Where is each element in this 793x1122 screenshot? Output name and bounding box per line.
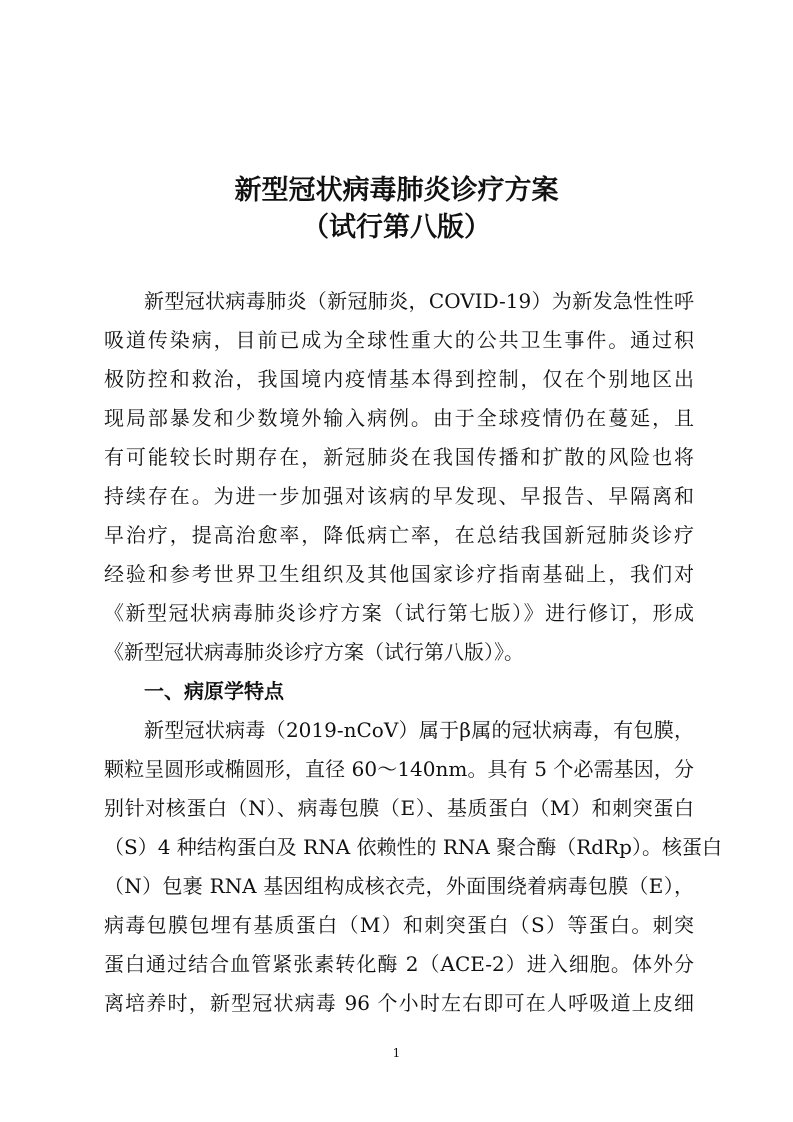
document-title: 新型冠状病毒肺炎诊疗方案 — [234, 175, 559, 206]
text-line: （N）包裹 RNA 基因组构成核衣壳，外面围绕着病毒包膜（E）， — [104, 874, 694, 898]
page-number: 1 — [392, 1046, 401, 1060]
text-line: 极防控和救治，我国境内疫情基本得到控制，仅在个别地区出 — [104, 367, 694, 391]
text-line: 有可能较长时期存在，新冠肺炎在我国传播和扩散的风险也将 — [104, 445, 694, 469]
document-subtitle: （试行第八版） — [302, 212, 491, 243]
text-line: 颗粒呈圆形或椭圆形，直径 60～140nm。具有 5 个必需基因，分 — [104, 757, 694, 781]
text-line: 持续存在。为进一步加强对该病的早发现、早报告、早隔离和 — [104, 484, 694, 508]
text-line: 新型冠状病毒（2019-nCoV）属于β属的冠状病毒，有包膜， — [144, 718, 694, 742]
text-line: 《新型冠状病毒肺炎诊疗方案（试行第八版）》。 — [104, 640, 524, 664]
text-line: 蛋白通过结合血管紧张素转化酶 2（ACE-2）进入细胞。体外分 — [104, 952, 694, 976]
text-line: 新型冠状病毒肺炎（新冠肺炎，COVID-19）为新发急性性呼 — [144, 289, 694, 313]
text-line: 别针对核蛋白（N）、病毒包膜（E）、基质蛋白（M）和刺突蛋白 — [104, 796, 694, 820]
text-line: 现局部暴发和少数境外输入病例。由于全球疫情仍在蔓延，且 — [104, 406, 694, 430]
text-line: 《新型冠状病毒肺炎诊疗方案（试行第七版）》进行修订，形成 — [104, 601, 694, 625]
text-line: 吸道传染病，目前已成为全球性重大的公共卫生事件。通过积 — [104, 328, 694, 352]
text-line: （S）4 种结构蛋白及 RNA 依赖性的 RNA 聚合酶（RdRp）。核蛋白 — [104, 835, 722, 859]
text-line: 病毒包膜包埋有基质蛋白（M）和刺突蛋白（S）等蛋白。刺突 — [104, 913, 694, 937]
document-body — [104, 282, 722, 1023]
text-line: 早治疗，提高治愈率，降低病亡率，在总结我国新冠肺炎诊疗 — [104, 523, 694, 547]
section-heading: 一、病原学特点 — [144, 679, 284, 703]
text-line: 经验和参考世界卫生组织及其他国家诊疗指南基础上，我们对 — [104, 562, 694, 586]
text-line: 离培养时，新型冠状病毒 96 个小时左右即可在人呼吸道上皮细 — [104, 991, 694, 1015]
